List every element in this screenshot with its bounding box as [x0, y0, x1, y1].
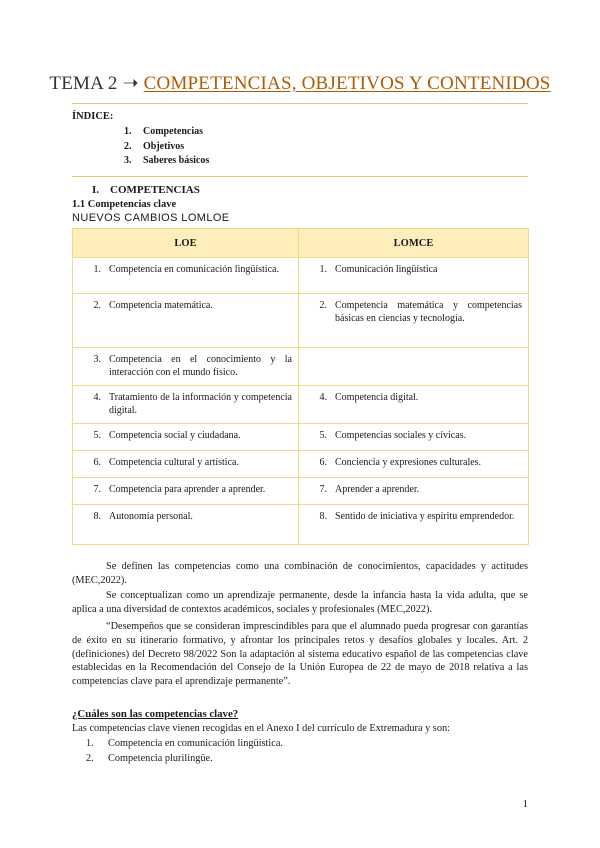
item-number: 1.	[319, 264, 327, 275]
table-row	[73, 348, 529, 386]
title-prefix: TEMA 2 ➝	[49, 73, 144, 94]
table-row	[73, 258, 529, 294]
table-cell	[299, 348, 529, 386]
table-cell	[73, 478, 299, 505]
item-number: 4.	[319, 392, 327, 403]
page-number: 1	[522, 798, 528, 810]
item-number: 2.	[93, 300, 101, 311]
item-number: 6.	[319, 457, 327, 468]
item-text: Competencia para aprender a aprender.	[109, 484, 266, 495]
item-text: Competencia social y ciudadana.	[109, 430, 241, 441]
table-cell	[299, 294, 529, 348]
index-list	[124, 126, 209, 170]
header-lomce: LOMCE	[299, 229, 529, 258]
index-item-label: Saberes básicos	[143, 155, 210, 166]
table-cell	[299, 478, 529, 505]
index-item	[124, 126, 209, 141]
item-number: 8.	[93, 511, 101, 522]
table-cell	[299, 505, 529, 545]
table-row	[73, 505, 529, 545]
item-text: Competencia matemática y competencias básicas en ciencias y tecnología.	[335, 300, 522, 324]
table-row	[73, 478, 529, 505]
item-text: Competencia matemática.	[109, 300, 213, 311]
header-loe: LOE	[73, 229, 299, 258]
item-number: 6.	[93, 457, 101, 468]
item-number: 4.	[93, 392, 101, 403]
table-cell	[299, 386, 529, 424]
item-number: 7.	[319, 484, 327, 495]
table-row	[73, 294, 529, 348]
question-intro: Las competencias clave vienen recogidas en el Anexo I del currículo de Extremadura y son:	[72, 723, 450, 734]
item-number: 7.	[93, 484, 101, 495]
index-item	[124, 155, 209, 170]
table-cell	[299, 451, 529, 478]
section-label: COMPETENCIAS	[110, 184, 200, 196]
title-main: COMPETENCIAS, OBJETIVOS Y CONTENIDOS	[143, 73, 551, 94]
table-cell	[73, 505, 299, 545]
item-text: Aprender a aprender.	[335, 484, 420, 495]
subsection-heading: 1.1 Competencias clave	[72, 199, 177, 210]
index-item-number: 2.	[124, 140, 132, 152]
section-heading	[92, 184, 200, 196]
index-item-number: 3.	[124, 155, 132, 166]
table-cell	[73, 424, 299, 451]
index-item-number: 1.	[124, 126, 132, 137]
section-number: I.	[92, 184, 100, 196]
item-text: Sentido de iniciativa y espíritu emprendedor.	[335, 511, 515, 522]
table-row	[73, 386, 529, 424]
list-item	[86, 753, 283, 768]
table-row	[73, 424, 529, 451]
title-divider	[72, 103, 528, 104]
table-cell	[299, 258, 529, 294]
table-header-row	[73, 229, 529, 258]
index-item-label: Competencias	[143, 126, 203, 137]
item-text: Autonomía personal.	[109, 511, 193, 522]
item-number: 8.	[319, 511, 327, 522]
item-number: 3.	[93, 354, 101, 365]
list-item-label: Competencia en comunicación lingüística.	[108, 738, 283, 749]
index-divider	[72, 176, 528, 177]
competencies-table	[72, 228, 529, 545]
table-cell	[299, 424, 529, 451]
table-cell	[73, 348, 299, 386]
paragraph	[72, 620, 528, 689]
table-cell	[73, 386, 299, 424]
competencies-list	[86, 738, 283, 767]
item-text: Competencia cultural y artística.	[109, 457, 239, 468]
table-cell	[73, 451, 299, 478]
list-item-label: Competencia plurilingüe.	[108, 752, 213, 764]
item-text: Competencias sociales y cívicas.	[335, 430, 467, 441]
paragraph	[72, 589, 528, 617]
table-cell	[73, 258, 299, 294]
item-text: Tratamiento de la información y competencia digital.	[109, 392, 292, 416]
paragraph-text: Se definen las competencias como una combinación de conocimientos, capacidades y actitudes (MEC,2022).	[72, 561, 528, 586]
list-item	[86, 738, 283, 753]
item-number: 5.	[319, 430, 327, 441]
index-heading: ÍNDICE:	[72, 111, 114, 122]
item-text: Competencia digital.	[335, 392, 419, 403]
list-item-number: 2.	[86, 752, 94, 764]
item-text: Comunicación lingüística	[335, 264, 438, 275]
table-row	[73, 451, 529, 478]
list-item-number: 1.	[86, 738, 94, 749]
paragraph-text: Se conceptualizan como un aprendizaje permanente, desde la infancia hasta la vida adulta, que se aplica a una diversidad de contextos académicos, sociales y profesionales (MEC,2022).	[72, 590, 528, 615]
document-title	[0, 72, 600, 95]
item-number: 2.	[319, 300, 327, 311]
paragraph-text: “Desempeños que se consideran imprescindibles para que el alumnado pueda progresar con garantías de éxito en su itinerario formativo, y afrontar los principales retos y desafíos globales y locales. Art. 2 (definiciones) del Decreto 98/2022 Son la adaptación al sistema educativo español de las competencias clave establecidas en la Recomendación del Consejo de la Unión Europea de 22 de mayo de 2018 relativa a las competencias clave para el aprendizaje permanente”.	[72, 621, 528, 688]
index-item-label: Objetivos	[143, 140, 185, 152]
index-item	[124, 141, 209, 156]
item-number: 1.	[93, 264, 101, 275]
question-heading: ¿Cuáles son las competencias clave?	[72, 708, 239, 720]
lomloe-note: NUEVOS CAMBIOS LOMLOE	[72, 212, 230, 224]
item-text: Competencia en el conocimiento y la interacción con el mundo físico.	[109, 354, 292, 378]
paragraph	[72, 560, 528, 588]
item-text: Conciencia y expresiones culturales.	[335, 457, 482, 468]
item-number: 5.	[93, 430, 101, 441]
item-text: Competencia en comunicación lingüística.	[109, 264, 279, 275]
table-cell	[73, 294, 299, 348]
